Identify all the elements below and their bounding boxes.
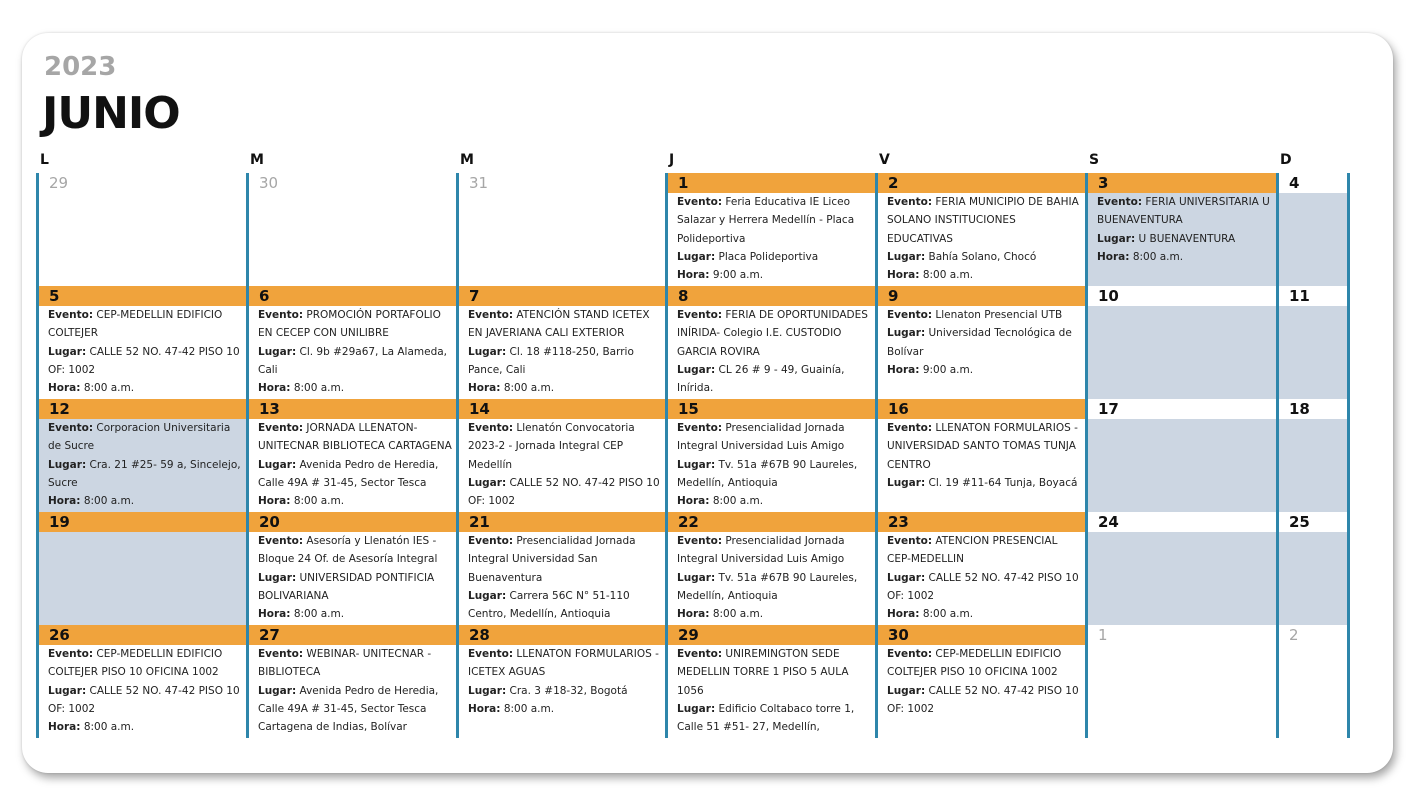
event-hora-label: Hora: xyxy=(677,269,710,282)
event-evento xyxy=(258,419,452,456)
event-lugar-label: Lugar: xyxy=(1097,232,1136,245)
event-evento-value: Corporacion Universitaria de Sucre xyxy=(48,422,231,453)
day-cell[interactable] xyxy=(1276,625,1350,738)
event-evento-label: Evento: xyxy=(887,196,933,208)
event-evento-value: Feria Educativa IE Liceo Salazar y Herrera Medellín - Placa Polideportiva xyxy=(677,196,855,245)
event-evento xyxy=(258,532,452,569)
event-lugar xyxy=(468,343,661,380)
event-lugar-label: Lugar: xyxy=(887,250,926,263)
event-evento xyxy=(468,645,661,682)
event-details xyxy=(668,645,875,738)
day-number: 10 xyxy=(1088,286,1276,306)
event-evento-label: Evento: xyxy=(258,535,304,547)
event-hora-label: Hora: xyxy=(1097,250,1130,263)
day-cell[interactable] xyxy=(665,625,875,738)
day-number: 3 xyxy=(1088,173,1276,193)
event-evento-value: FERIA UNIVERSITARIA U BUENAVENTURA xyxy=(1097,196,1270,227)
day-cell[interactable] xyxy=(36,625,246,738)
day-cell[interactable] xyxy=(36,399,246,512)
event-hora xyxy=(258,605,452,623)
event-details xyxy=(39,645,246,736)
event-evento-label: Evento: xyxy=(258,309,304,321)
event-evento xyxy=(887,645,1081,682)
event-lugar-value: Cra. 21 #25- 59 a, Sincelejo, Sucre xyxy=(48,458,241,489)
event-evento-value: Llenaton Presencial UTB xyxy=(935,309,1063,321)
event-evento xyxy=(48,419,242,456)
weekday-header xyxy=(36,149,1350,173)
event-hora-value: 8:00 a.m. xyxy=(503,382,555,395)
weekday-label: M xyxy=(460,152,474,168)
event-evento-label: Evento: xyxy=(677,309,723,321)
event-lugar-label: Lugar: xyxy=(677,250,716,263)
day-cell[interactable] xyxy=(1085,399,1276,512)
event-lugar-label: Lugar: xyxy=(48,684,87,697)
event-details xyxy=(878,193,1085,284)
event-lugar-value: CALLE 52 NO. 47-42 PISO 10 OF: 1002 xyxy=(887,571,1079,602)
day-number: 8 xyxy=(668,286,875,306)
event-hora xyxy=(1097,248,1272,266)
event-lugar-label: Lugar: xyxy=(468,684,507,697)
event-hora-label: Hora: xyxy=(48,721,81,734)
day-number: 27 xyxy=(249,625,456,645)
day-cell[interactable] xyxy=(665,512,875,625)
day-number: 30 xyxy=(878,625,1085,645)
event-details xyxy=(459,645,665,718)
event-evento-label: Evento: xyxy=(468,648,514,660)
day-cell[interactable] xyxy=(665,173,875,286)
event-lugar xyxy=(258,569,452,606)
event-lugar xyxy=(1097,230,1272,248)
event-evento-value: Asesoría y Llenatón IES - Bloque 24 Of. de Asesoría Integral xyxy=(258,535,438,566)
day-number: 25 xyxy=(1279,512,1347,532)
event-evento-value: ATENCIÓN STAND ICETEX EN JAVERIANA CALI EXTERIOR xyxy=(468,309,650,340)
event-evento xyxy=(887,306,1081,324)
event-details xyxy=(878,419,1085,492)
event-lugar-value: Placa Polideportiva xyxy=(718,250,819,263)
event-hora-value: 8:00 a.m. xyxy=(922,608,974,621)
event-lugar-label: Lugar: xyxy=(48,345,87,358)
month-title: JUNIO xyxy=(42,88,180,139)
event-hora xyxy=(48,379,242,397)
event-evento xyxy=(887,532,1081,569)
event-evento-label: Evento: xyxy=(887,648,933,660)
day-cell[interactable] xyxy=(246,625,456,738)
event-lugar-value: Edificio Coltabaco torre 1, Calle 51 #51- 27, Medellín, xyxy=(677,702,855,734)
day-cell[interactable] xyxy=(246,399,456,512)
event-evento-value: UNIREMINGTON SEDE MEDELLIN TORRE 1 PISO 5 AULA 1056 xyxy=(677,648,849,697)
event-evento-label: Evento: xyxy=(677,422,723,434)
event-hora xyxy=(677,492,871,510)
day-number: 29 xyxy=(49,174,69,192)
event-lugar-label: Lugar: xyxy=(258,345,297,358)
day-number: 1 xyxy=(668,173,875,193)
day-cell[interactable] xyxy=(1276,173,1350,286)
event-lugar xyxy=(887,324,1081,361)
event-hora xyxy=(48,718,242,736)
day-number: 23 xyxy=(878,512,1085,532)
event-lugar-value: Avenida Pedro de Heredia, Calle 49A # 31-45, Sector Tesca Cartagena de Indias, Bolívar xyxy=(258,684,439,734)
event-lugar-label: Lugar: xyxy=(468,589,507,602)
event-lugar xyxy=(468,587,661,624)
event-lugar-label: Lugar: xyxy=(887,684,926,697)
event-lugar xyxy=(677,248,871,266)
day-number: 15 xyxy=(668,399,875,419)
event-evento-label: Evento: xyxy=(887,535,933,547)
day-number: 26 xyxy=(39,625,246,645)
event-evento xyxy=(677,645,871,700)
week-row xyxy=(36,286,1350,399)
event-lugar xyxy=(677,361,871,398)
event-hora-label: Hora: xyxy=(258,608,291,621)
day-number: 31 xyxy=(469,174,489,192)
event-evento-label: Evento: xyxy=(48,422,94,434)
day-cell[interactable] xyxy=(665,399,875,512)
event-evento xyxy=(258,645,452,682)
event-hora xyxy=(48,492,242,510)
event-details xyxy=(459,306,665,397)
event-lugar-label: Lugar: xyxy=(468,476,507,489)
event-evento-label: Evento: xyxy=(887,309,933,321)
event-lugar-label: Lugar: xyxy=(677,458,716,471)
event-evento-value: CEP-MEDELLIN EDIFICIO COLTEJER PISO 10 OFICINA 1002 xyxy=(48,648,223,679)
event-evento xyxy=(887,193,1081,248)
event-evento-value: CEP-MEDELLIN EDIFICIO COLTEJER xyxy=(48,309,223,340)
event-evento xyxy=(258,306,452,343)
event-lugar xyxy=(887,569,1081,606)
event-hora-value: 8:00 a.m. xyxy=(293,382,345,395)
event-evento xyxy=(677,532,871,569)
event-lugar-label: Lugar: xyxy=(48,458,87,471)
day-cell[interactable] xyxy=(875,399,1085,512)
event-evento-value: Llenatón Convocatoria 2023-2 - Jornada Integral CEP Medellín xyxy=(468,422,635,471)
event-lugar-label: Lugar: xyxy=(258,571,297,584)
event-hora-value: 8:00 a.m. xyxy=(293,608,345,621)
event-evento-value: PROMOCIÓN PORTAFOLIO EN CECEP CON UNILIBRE xyxy=(258,309,441,340)
event-details xyxy=(249,306,456,397)
event-details xyxy=(459,419,665,512)
event-lugar-value: Avenida Pedro de Heredia, Calle 49A # 31-45, Sector Tesca xyxy=(258,458,439,489)
event-evento-label: Evento: xyxy=(48,309,94,321)
event-hora-label: Hora: xyxy=(48,495,81,508)
event-lugar xyxy=(468,682,661,700)
day-cell[interactable] xyxy=(36,286,246,399)
event-hora-value: 9:00 a.m. xyxy=(922,363,974,376)
event-evento-value: Presencialidad Jornada Integral Universidad Luis Amigo xyxy=(677,535,845,566)
day-cell[interactable] xyxy=(875,512,1085,625)
week-row xyxy=(36,625,1350,738)
event-details xyxy=(878,532,1085,623)
event-hora-label: Hora: xyxy=(468,702,501,715)
event-hora-label: Hora: xyxy=(677,495,710,508)
day-number: 16 xyxy=(878,399,1085,419)
event-evento-value: JORNADA LLENATON-UNITECNAR BIBLIOTECA CARTAGENA xyxy=(258,422,452,453)
day-cell[interactable] xyxy=(36,173,246,286)
weekday-label: J xyxy=(669,152,675,168)
day-number: 22 xyxy=(668,512,875,532)
event-evento-value: FERIA DE OPORTUNIDADES INÍRIDA- Colegio I.E. CUSTODIO GARCIA ROVIRA xyxy=(677,309,868,358)
day-number: 4 xyxy=(1279,173,1347,193)
event-evento xyxy=(468,419,661,474)
event-evento-value: CEP-MEDELLIN EDIFICIO COLTEJER PISO 10 OFICINA 1002 xyxy=(887,648,1062,679)
event-hora-value: 8:00 a.m. xyxy=(503,702,555,715)
event-lugar xyxy=(887,248,1081,266)
day-number: 13 xyxy=(249,399,456,419)
event-hora-label: Hora: xyxy=(887,608,920,621)
event-lugar xyxy=(677,569,871,606)
calendar-grid xyxy=(36,149,1350,738)
event-evento xyxy=(677,419,871,456)
event-hora-label: Hora: xyxy=(468,382,501,395)
event-evento-label: Evento: xyxy=(468,535,514,547)
event-hora-value: 8:00 a.m. xyxy=(83,382,135,395)
event-lugar xyxy=(677,700,871,738)
event-hora xyxy=(887,361,1081,379)
event-details xyxy=(668,419,875,510)
day-cell[interactable] xyxy=(875,625,1085,738)
weekday-label: V xyxy=(879,152,890,168)
event-evento-value: Presencialidad Jornada Integral Universidad San Buenaventura xyxy=(468,535,636,584)
event-evento-value: FERIA MUNICIPIO DE BAHIA SOLANO INSTITUCIONES EDUCATIVAS xyxy=(887,196,1079,245)
event-hora xyxy=(258,379,452,397)
event-details xyxy=(249,645,456,736)
event-details xyxy=(878,645,1085,718)
event-hora-value: 8:00 a.m. xyxy=(293,495,345,508)
day-number: 1 xyxy=(1098,626,1108,644)
event-evento-label: Evento: xyxy=(1097,196,1143,208)
event-lugar xyxy=(48,456,242,493)
day-number: 6 xyxy=(249,286,456,306)
week-row xyxy=(36,399,1350,512)
day-number: 24 xyxy=(1088,512,1276,532)
day-number: 14 xyxy=(459,399,665,419)
event-lugar-value: CALLE 52 NO. 47-42 PISO 10 OF: 1002 xyxy=(48,345,240,376)
event-lugar-value: Cra. 3 #18-32, Bogotá xyxy=(509,684,628,697)
event-details xyxy=(1088,193,1276,266)
event-evento-label: Evento: xyxy=(468,422,514,434)
event-details xyxy=(668,193,875,284)
event-evento-value: WEBINAR- UNITECNAR - BIBLIOTECA xyxy=(258,648,432,679)
event-lugar-label: Lugar: xyxy=(677,571,716,584)
event-hora xyxy=(887,266,1081,284)
event-evento-label: Evento: xyxy=(677,196,723,208)
day-number: 20 xyxy=(249,512,456,532)
day-number: 7 xyxy=(459,286,665,306)
day-number: 29 xyxy=(668,625,875,645)
day-cell[interactable] xyxy=(1085,286,1276,399)
event-evento xyxy=(48,306,242,343)
event-lugar-label: Lugar: xyxy=(887,476,926,489)
event-lugar-value: Tv. 51a #67B 90 Laureles, Medellín, Antioquia xyxy=(677,571,858,602)
event-lugar-value: CALLE 52 NO. 47-42 PISO 10 OF: 1002 xyxy=(48,684,240,715)
day-number: 30 xyxy=(259,174,279,192)
day-cell[interactable] xyxy=(246,286,456,399)
event-lugar-label: Lugar: xyxy=(468,345,507,358)
event-hora-label: Hora: xyxy=(258,495,291,508)
event-evento-value: LLENATON FORMULARIOS - ICETEX AGUAS xyxy=(468,648,659,679)
event-lugar-label: Lugar: xyxy=(677,363,716,376)
event-lugar-value: Cl. 9b #29a67, La Alameda, Cali xyxy=(258,345,448,376)
day-number: 5 xyxy=(39,286,246,306)
event-lugar-value: UNIVERSIDAD PONTIFICIA BOLIVARIANA xyxy=(258,571,435,602)
day-number: 9 xyxy=(878,286,1085,306)
event-evento xyxy=(48,645,242,682)
event-hora-value: 8:00 a.m. xyxy=(712,608,764,621)
event-hora-value: 8:00 a.m. xyxy=(83,495,135,508)
day-cell[interactable] xyxy=(875,286,1085,399)
weekday-label: L xyxy=(40,152,49,168)
event-lugar-value: Carrera 56C N° 51-110 Centro, Medellín, Antioquia xyxy=(468,589,630,621)
day-cell[interactable] xyxy=(1085,173,1276,286)
weekday-label: M xyxy=(250,152,264,168)
event-details xyxy=(39,306,246,397)
event-hora-value: 8:00 a.m. xyxy=(83,721,135,734)
event-evento xyxy=(468,306,661,343)
day-cell[interactable] xyxy=(1085,625,1276,738)
event-evento-value: Presencialidad Jornada Integral Universidad Luis Amigo xyxy=(677,422,845,453)
event-lugar xyxy=(48,343,242,380)
weekday-label: S xyxy=(1089,152,1100,168)
event-lugar-value: U BUENAVENTURA xyxy=(1138,232,1236,245)
event-evento-label: Evento: xyxy=(48,648,94,660)
year-label: 2023 xyxy=(44,52,117,82)
event-lugar xyxy=(677,456,871,493)
weekday-label: D xyxy=(1280,152,1292,168)
event-details xyxy=(459,532,665,623)
day-cell[interactable] xyxy=(1276,512,1350,625)
week-row xyxy=(36,173,1350,286)
event-details xyxy=(39,419,246,510)
event-hora xyxy=(887,605,1081,623)
event-hora xyxy=(677,266,871,284)
event-lugar xyxy=(887,474,1081,492)
event-hora-label: Hora: xyxy=(258,382,291,395)
day-cell[interactable] xyxy=(1276,286,1350,399)
event-evento-label: Evento: xyxy=(258,422,304,434)
event-lugar xyxy=(258,456,452,493)
day-cell[interactable] xyxy=(456,625,665,738)
event-evento-value: ATENCION PRESENCIAL CEP-MEDELLIN xyxy=(887,535,1058,566)
event-details xyxy=(249,532,456,623)
event-lugar-value: Universidad Tecnológica de Bolívar xyxy=(887,327,1072,358)
event-evento xyxy=(677,193,871,248)
day-cell[interactable] xyxy=(665,286,875,399)
event-details xyxy=(878,306,1085,379)
event-hora-label: Hora: xyxy=(887,363,920,376)
event-details xyxy=(668,306,875,397)
event-lugar-value: CL 26 # 9 - 49, Guainía, Inírida. xyxy=(677,363,845,395)
event-lugar xyxy=(48,682,242,719)
event-lugar-value: Bahía Solano, Chocó xyxy=(928,250,1037,263)
event-hora-value: 8:00 a.m. xyxy=(1132,250,1184,263)
event-hora-label: Hora: xyxy=(677,608,710,621)
day-number: 17 xyxy=(1088,399,1276,419)
event-lugar-value: CALLE 52 NO. 47-42 PISO 10 OF: 1002 xyxy=(468,476,660,508)
event-lugar xyxy=(887,682,1081,719)
event-lugar-value: CALLE 52 NO. 47-42 PISO 10 OF: 1002 xyxy=(887,684,1079,715)
event-details xyxy=(668,532,875,623)
event-lugar-label: Lugar: xyxy=(258,684,297,697)
event-lugar-label: Lugar: xyxy=(258,458,297,471)
day-cell[interactable] xyxy=(1276,399,1350,512)
event-hora xyxy=(677,605,871,623)
day-number: 18 xyxy=(1279,399,1347,419)
day-cell[interactable] xyxy=(875,173,1085,286)
event-hora xyxy=(258,492,452,510)
event-evento xyxy=(468,532,661,587)
event-details xyxy=(249,419,456,510)
day-cell[interactable] xyxy=(456,173,665,286)
event-lugar-value: Cl. 19 #11-64 Tunja, Boyacá xyxy=(928,476,1078,489)
event-lugar-label: Lugar: xyxy=(677,702,716,715)
event-lugar-label: Lugar: xyxy=(887,327,926,340)
event-lugar-value: Tv. 51a #67B 90 Laureles, Medellín, Antioquia xyxy=(677,458,858,489)
day-cell[interactable] xyxy=(246,173,456,286)
event-hora xyxy=(468,379,661,397)
day-cell[interactable] xyxy=(456,399,665,512)
event-evento xyxy=(887,419,1081,474)
event-lugar xyxy=(468,474,661,511)
event-hora xyxy=(468,700,661,718)
event-hora-value: 8:00 a.m. xyxy=(922,269,974,282)
event-hora-label: Hora: xyxy=(48,382,81,395)
event-evento xyxy=(677,306,871,361)
event-evento-label: Evento: xyxy=(468,309,514,321)
event-hora-value: 9:00 a.m. xyxy=(712,269,764,282)
day-number: 2 xyxy=(878,173,1085,193)
event-lugar-label: Lugar: xyxy=(887,571,926,584)
event-hora-label: Hora: xyxy=(887,269,920,282)
event-evento xyxy=(1097,193,1272,230)
event-hora-value: 8:00 a.m. xyxy=(712,495,764,508)
event-lugar xyxy=(258,343,452,380)
event-lugar xyxy=(258,682,452,737)
day-cell[interactable] xyxy=(1085,512,1276,625)
day-cell[interactable] xyxy=(246,512,456,625)
day-cell[interactable] xyxy=(36,512,246,625)
day-cell[interactable] xyxy=(456,512,665,625)
day-number: 19 xyxy=(39,512,246,532)
day-number: 12 xyxy=(39,399,246,419)
event-evento-label: Evento: xyxy=(258,648,304,660)
day-number: 28 xyxy=(459,625,665,645)
day-number: 2 xyxy=(1289,626,1299,644)
event-evento-value: LLENATON FORMULARIOS -UNIVERSIDAD SANTO TOMAS TUNJA CENTRO xyxy=(887,422,1078,471)
day-cell[interactable] xyxy=(456,286,665,399)
event-evento-label: Evento: xyxy=(677,648,723,660)
day-number: 21 xyxy=(459,512,665,532)
day-number: 11 xyxy=(1279,286,1347,306)
event-evento-label: Evento: xyxy=(677,535,723,547)
week-row xyxy=(36,512,1350,625)
event-evento-label: Evento: xyxy=(887,422,933,434)
event-lugar-value: Cl. 18 #118-250, Barrio Pance, Cali xyxy=(468,345,634,376)
